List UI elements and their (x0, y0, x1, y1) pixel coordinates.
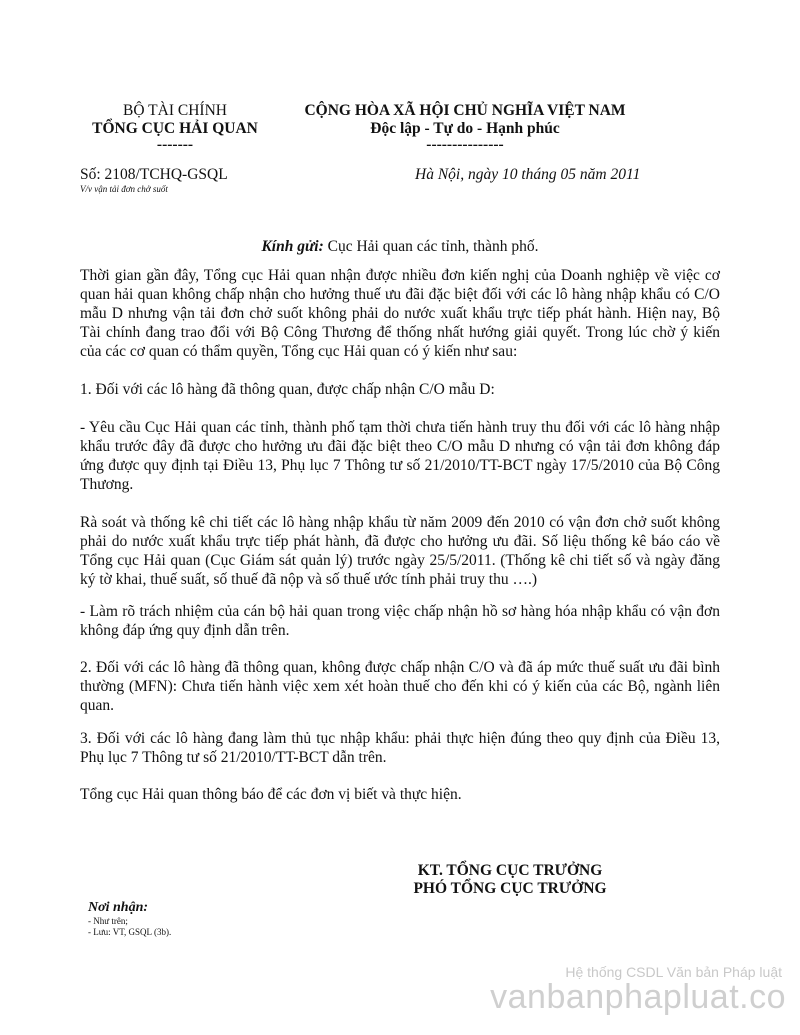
document-number: Số: 2108/TCHQ-GSQL (80, 166, 228, 183)
paragraph-closing: Tổng cục Hải quan thông báo để các đơn vị biết và thực hiện. (80, 786, 462, 803)
motto-rule: --------------- (426, 136, 504, 153)
ministry-name: BỘ TÀI CHÍNH (123, 102, 227, 119)
recipients-title: Nơi nhận: (88, 900, 149, 915)
watermark-system: Hệ thống CSDL Văn bản Pháp luật (565, 964, 782, 980)
watermark-site: vanbanphapluat.co (490, 978, 786, 1016)
issuer-block (80, 102, 270, 152)
signature-block (390, 862, 630, 898)
salutation (80, 238, 720, 256)
signature-position: PHÓ TỔNG CỤC TRƯỞNG (413, 880, 607, 897)
place-date: Hà Nội, ngày 10 tháng 05 năm 2011 (415, 166, 641, 183)
paragraph-section-1-item-b: - Làm rõ trách nhiệm của cán bộ hải quan trong việc chấp nhận hồ sơ hàng hóa nhập khẩu có vận đơn không đáp ứng quy định dẫn trên. (80, 603, 720, 639)
national-title: CỘNG HÒA XÃ HỘI CHỦ NGHĨA VIỆT NAM (304, 102, 626, 119)
national-title-block (290, 102, 640, 152)
salutation-label: Kính gửi: (261, 238, 324, 255)
paragraph-section-3: 3. Đối với các lô hàng đang làm thủ tục nhập khẩu: phải thực hiện đúng theo quy định của Điều 13, Phụ lục 7 Thông tư số 21/2010/TT-BCT dẫn trên. (80, 730, 720, 766)
salutation-text: Cục Hải quan các tỉnh, thành phố. (323, 238, 539, 255)
signature-title: KT. TỔNG CỤC TRƯỞNG (417, 862, 603, 879)
paragraph-section-1-item-a: - Yêu cầu Cục Hải quan các tỉnh, thành phố tạm thời chưa tiến hành truy thu đối với các lô hàng nhập khẩu trước đây đã được cho hưởng ưu đãi đặc biệt theo C/O mẫu D nhưng có vận tải đơn không đáp ứng được quy định tại Điều 13, Phụ lục 7 Thông tư số 21/2010/TT-BCT ngày 17/5/2010 của Bộ Công Thương. (80, 419, 720, 493)
issuer-rule: ------- (156, 136, 194, 153)
paragraph-intro: Thời gian gần đây, Tổng cục Hải quan nhận được nhiều đơn kiến nghị của Doanh nghiệp về việc cơ quan hải quan không chấp nhận cho hưởng thuế ưu đãi đặc biệt đối với các lô hàng nhập khẩu có C/O mẫu D nhưng vận tải đơn chở suốt không phải do nước xuất khẩu trực tiếp phát hành. Hiện nay, Bộ Tài chính đang trao đổi với Bộ Công Thương để thống nhất hướng giải quyết. Trong lúc chờ ý kiến của các cơ quan có thẩm quyền, Tổng cục Hải quan có ý kiến như sau: (80, 267, 720, 360)
national-motto: Độc lập - Tự do - Hạnh phúc (370, 120, 560, 137)
recipients-block (88, 899, 171, 938)
document-subject: V/v vận tải đơn chở suốt (80, 184, 168, 194)
paragraph-section-2: 2. Đối với các lô hàng đã thông quan, không được chấp nhận C/O và đã áp mức thuế suất ưu đãi bình thường (MFN): Chưa tiến hành việc xem xét hoàn thuế cho đến khi có ý kiến của các Bộ, ngành liên quan. (80, 659, 720, 714)
paragraph-section-1: 1. Đối với các lô hàng đã thông quan, được chấp nhận C/O mẫu D: (80, 381, 495, 398)
agency-name: TỔNG CỤC HẢI QUAN (92, 120, 258, 137)
paragraph-section-1-review: Rà soát và thống kê chi tiết các lô hàng nhập khẩu từ năm 2009 đến 2010 có vận đơn chở suốt không phải do nước xuất khẩu trực tiếp phát hành, đã được cho hưởng ưu đãi. Số liệu thống kê báo cáo về Tổng cục Hải quan (Cục Giám sát quản lý) trước ngày 25/5/2011. (Thống kê chi tiết số và ngày đăng ký tờ khai, thuế suất, số thuế đã nộp và số thuế ước tính phải truy thu ….) (80, 514, 720, 588)
recipient-item: - Như trên; (88, 916, 128, 926)
recipient-item: - Lưu: VT, GSQL (3b). (88, 927, 172, 937)
